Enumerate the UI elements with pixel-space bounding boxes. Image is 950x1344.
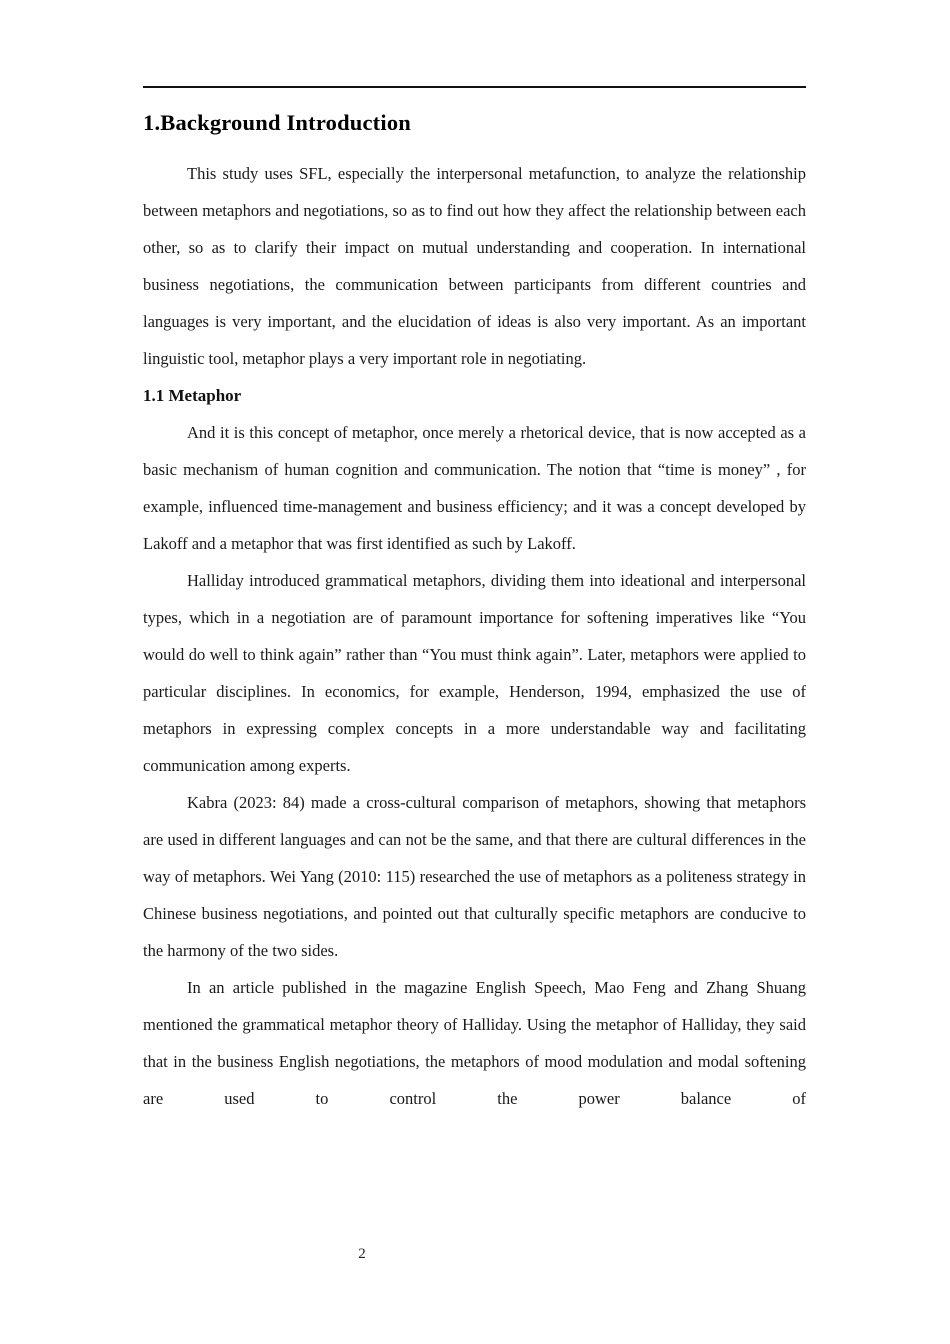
paragraph-kabra-weiyang: Kabra (2023: 84) made a cross-cultural comparison of metaphors, showing that metaphors are used in different languages and can not be the same, and that there are cultural differences in the way of metaphors. Wei Yang (2010: 115) researched the use of metaphors as a politeness strategy in Chinese business negotiations, and pointed out that culturally specific metaphors are conducive to the harmony of the two sides. — [143, 793, 806, 960]
paragraph-mao-zhang: In an article published in the magazine English Speech, Mao Feng and Zhang Shuang mentioned the grammatical metaphor theory of Halliday. Using the metaphor of Halliday, they said that in the business English negotiations, the metaphors of mood modulation and modal softening are used to control the power balance of — [143, 978, 806, 1108]
paragraph-intro: This study uses SFL, especially the interpersonal metafunction, to analyze the relationship between metaphors and negotiations, so as to find out how they affect the relationship between each other, so as to clarify their impact on mutual understanding and cooperation. In international business negotiations, the communication between participants from different countries and languages is very important, and the elucidation of ideas is also very important. As an important linguistic tool, metaphor plays a very important role in negotiating. — [143, 164, 806, 368]
paragraph-metaphor-concept: And it is this concept of metaphor, once merely a rhetorical device, that is now accepted as a basic mechanism of human cognition and communication. The notion that “time is money” , for example, influenced time-management and business efficiency; and it was a concept developed by Lakoff and a metaphor that was first identified as such by Lakoff. — [143, 423, 806, 553]
page-number: 2 — [358, 1246, 366, 1262]
page-content — [143, 88, 806, 1117]
subsection-heading: 1.1 Metaphor — [143, 386, 242, 405]
paragraph-halliday: Halliday introduced grammatical metaphors, dividing them into ideational and interpersonal types, which in a negotiation are of paramount importance for softening imperatives like “You would do well to think again” rather than “You must think again”. Later, metaphors were applied to particular disciplines. In economics, for example, Henderson, 1994, emphasized the use of metaphors in expressing complex concepts in a more understandable way and facilitating communication among experts. — [143, 571, 806, 775]
section-heading: 1.Background Introduction — [143, 110, 411, 135]
